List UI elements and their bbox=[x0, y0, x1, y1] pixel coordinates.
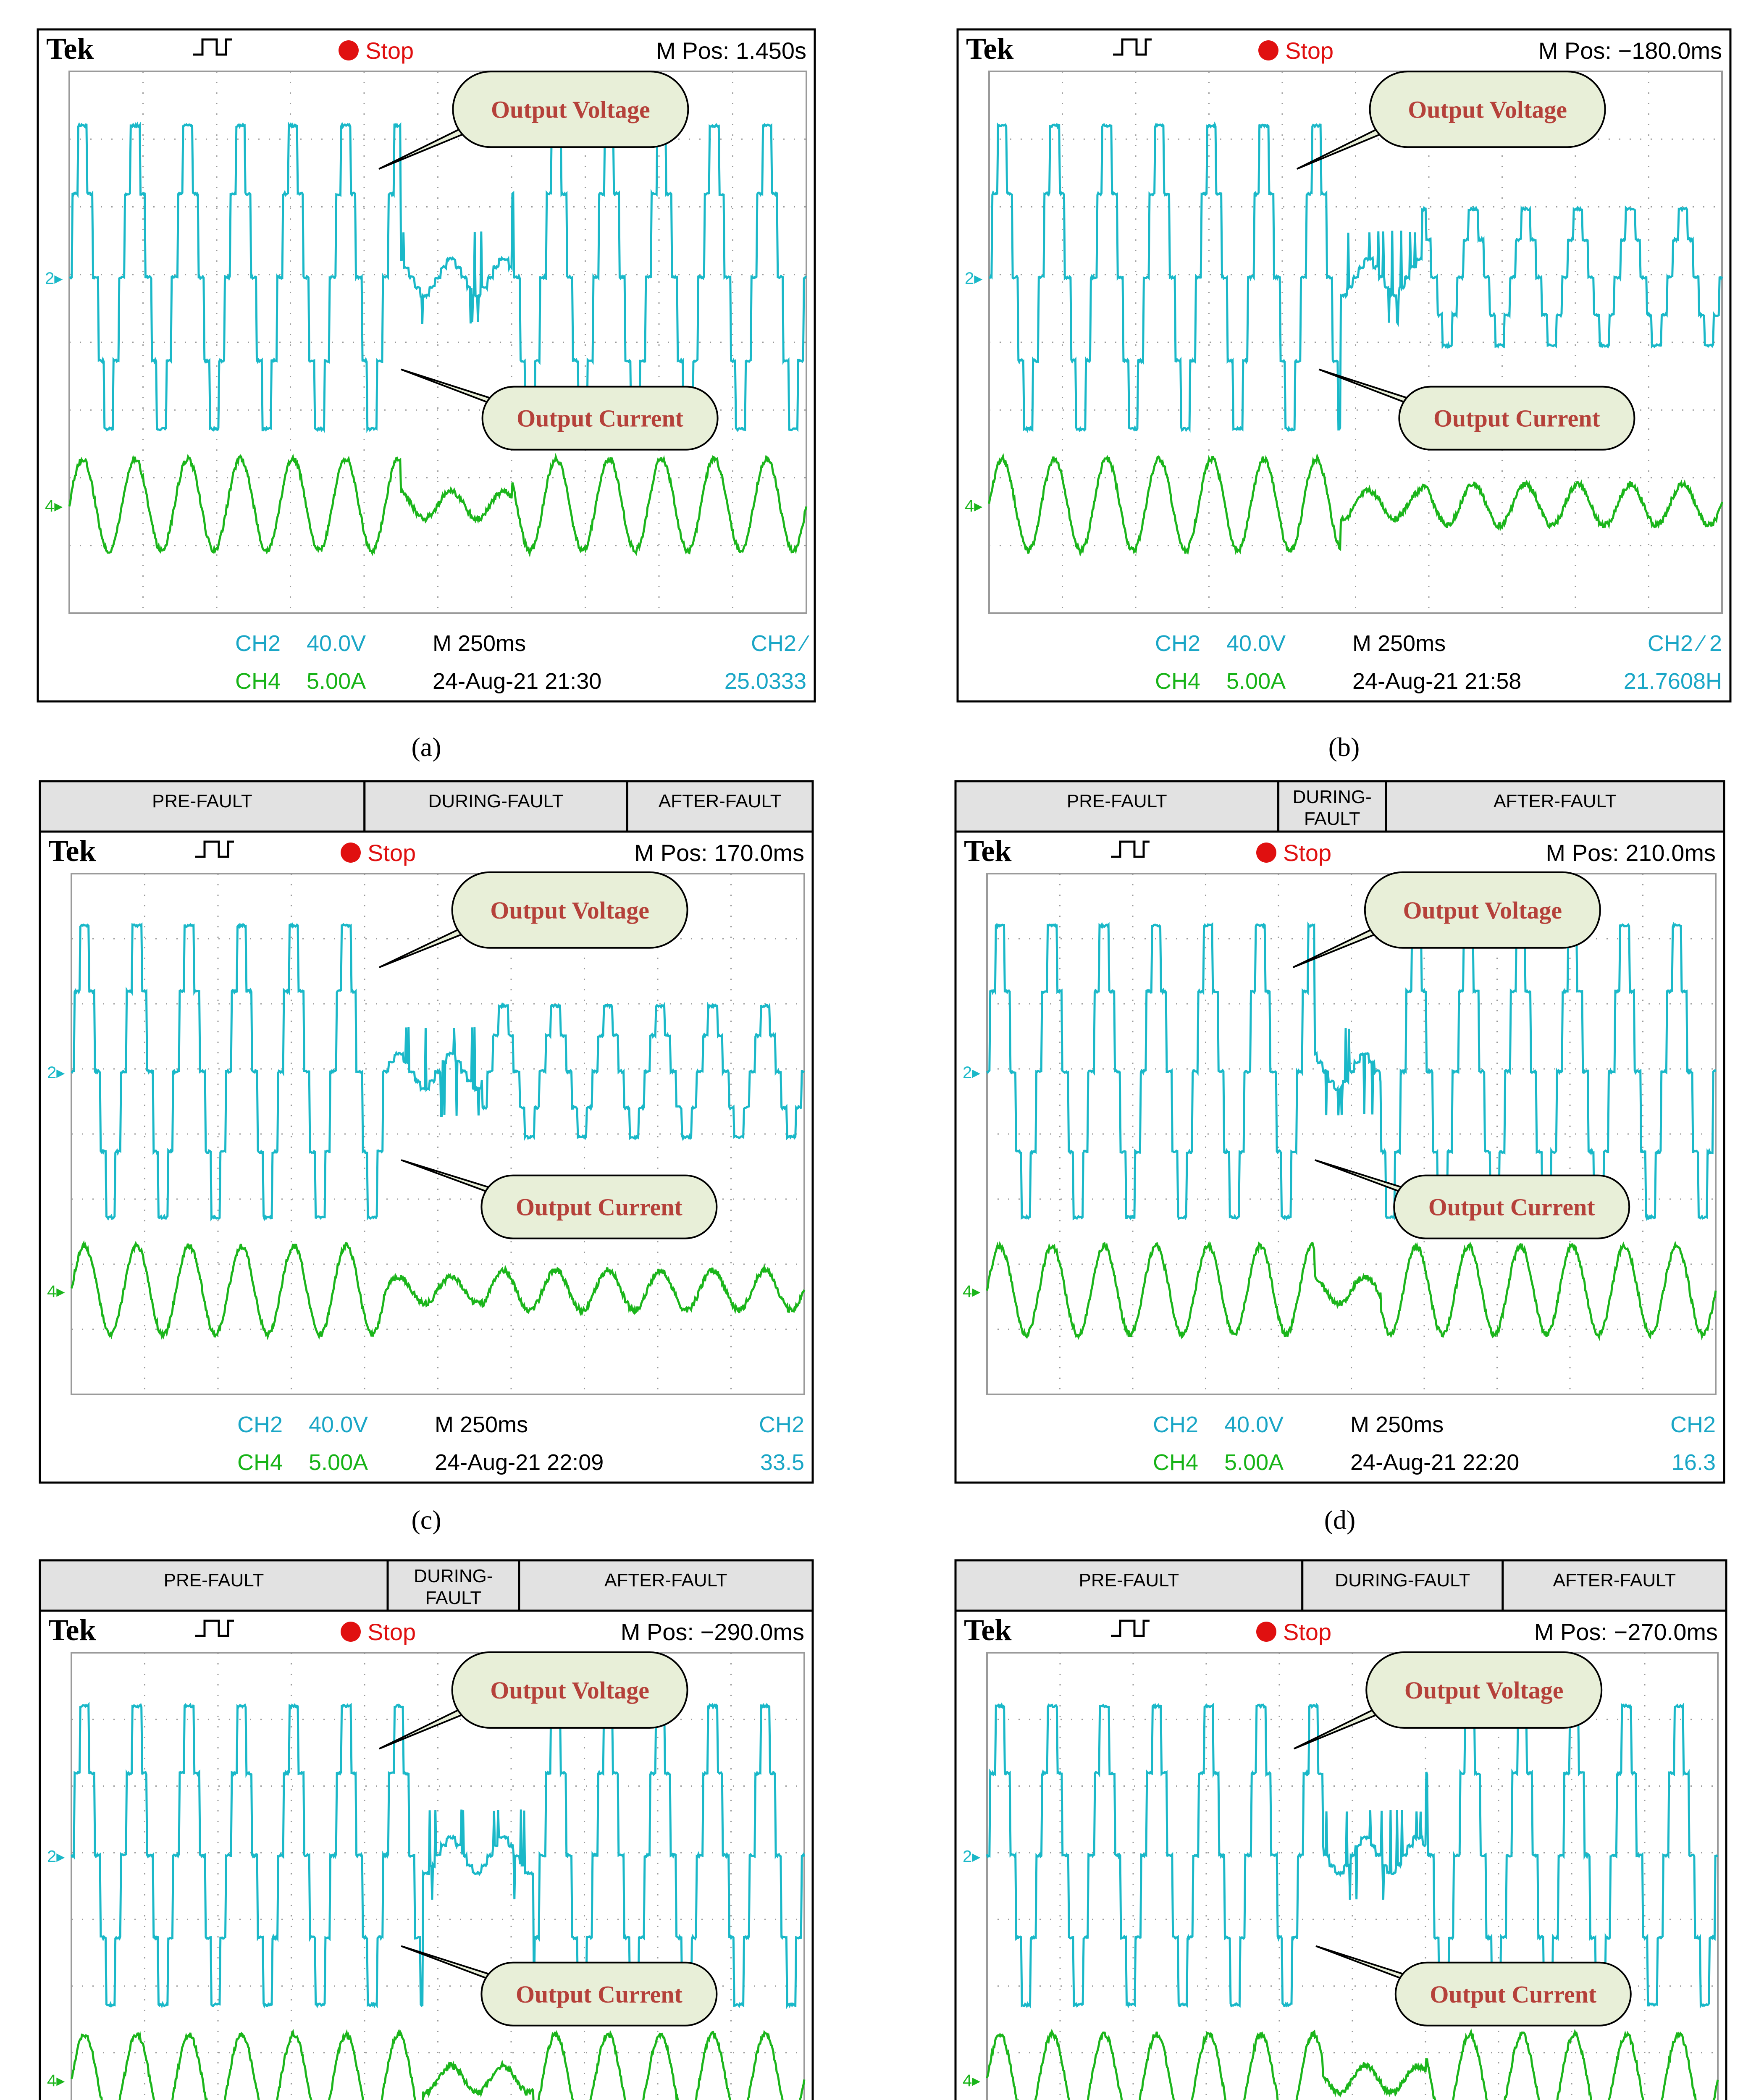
panel-caption: (c) bbox=[411, 1505, 441, 1535]
phase-label-line: FAULT bbox=[425, 1588, 482, 1608]
tek-logo: Tek bbox=[964, 834, 1012, 868]
ch4-label: CH4 bbox=[237, 1450, 283, 1475]
voltage-callout-label: Output Voltage bbox=[1408, 96, 1567, 123]
phase-label-line: DURING- bbox=[414, 1566, 493, 1586]
voltage-callout-label: Output Voltage bbox=[491, 96, 650, 123]
date-readout: 24‐Aug‐21 21:58 bbox=[1352, 669, 1522, 694]
tek-logo: Tek bbox=[964, 1613, 1012, 1647]
stop-indicator-icon bbox=[341, 1622, 361, 1642]
frequency-readout: 21.7608H bbox=[1623, 669, 1722, 694]
m-pos-readout: M Pos: 1.450s bbox=[656, 37, 806, 64]
ch4-marker: 4▸ bbox=[47, 1282, 65, 1301]
phase-label: AFTER-FAULT bbox=[1494, 791, 1617, 811]
ch4-marker: 4▸ bbox=[963, 1282, 981, 1301]
current-callout-label: Output Current bbox=[1428, 1193, 1595, 1221]
stop-label: Stop bbox=[365, 37, 414, 64]
stop-indicator-icon bbox=[1256, 843, 1276, 863]
trigger-readout: CH2 bbox=[759, 1412, 804, 1437]
timebase-readout: M 250ms bbox=[433, 631, 526, 656]
ch2-scale: 40.0V bbox=[1226, 631, 1286, 656]
scope-frame bbox=[40, 832, 813, 1483]
phase-label: PRE-FAULT bbox=[1066, 791, 1167, 811]
ch2-label: CH2 bbox=[1153, 1412, 1199, 1437]
ch2-label: CH2 bbox=[237, 1412, 283, 1437]
current-callout-label: Output Current bbox=[1433, 404, 1600, 432]
trigger-readout: CH2 bbox=[1670, 1412, 1716, 1437]
phase-label: AFTER-FAULT bbox=[604, 1570, 727, 1591]
phase-label: PRE-FAULT bbox=[1079, 1570, 1179, 1591]
trigger-readout: CH2 ∕ bbox=[751, 631, 806, 656]
current-callout-label: Output Current bbox=[515, 1980, 682, 2008]
ch4-label: CH4 bbox=[235, 669, 281, 694]
ch2-marker: 2▸ bbox=[47, 1847, 65, 1866]
phase-label: PRE-FAULT bbox=[163, 1570, 264, 1591]
m-pos-readout: M Pos: 210.0ms bbox=[1546, 840, 1716, 866]
panel-b bbox=[958, 29, 1730, 701]
current-callout-label: Output Current bbox=[517, 404, 684, 432]
phase-label: AFTER-FAULT bbox=[1553, 1570, 1676, 1591]
frequency-readout: 33.5 bbox=[760, 1450, 804, 1475]
stop-indicator-icon bbox=[1258, 40, 1278, 60]
stop-indicator-icon bbox=[341, 843, 361, 863]
scope-frame bbox=[958, 29, 1730, 701]
stop-indicator-icon bbox=[339, 40, 359, 60]
voltage-callout-label: Output Voltage bbox=[490, 1676, 649, 1704]
tek-logo: Tek bbox=[48, 834, 96, 868]
ch2-marker: 2▸ bbox=[963, 1063, 981, 1082]
stop-label: Stop bbox=[1285, 37, 1334, 64]
date-readout: 24‐Aug‐21 22:20 bbox=[1350, 1450, 1520, 1475]
panel-d bbox=[956, 781, 1724, 1483]
stop-label: Stop bbox=[368, 1619, 416, 1645]
ch2-label: CH2 bbox=[235, 631, 281, 656]
phase-label-line: FAULT bbox=[1304, 808, 1360, 829]
phase-label: PRE-FAULT bbox=[152, 791, 252, 811]
stop-label: Stop bbox=[1283, 840, 1332, 866]
trigger-readout: CH2 ∕ 2 bbox=[1647, 631, 1722, 656]
frequency-readout: 25.0333 bbox=[724, 669, 806, 694]
m-pos-readout: M Pos: −290.0ms bbox=[620, 1619, 804, 1645]
ch2-marker: 2▸ bbox=[963, 1847, 981, 1866]
tek-logo: Tek bbox=[46, 32, 94, 66]
scope-frame bbox=[956, 832, 1724, 1483]
frequency-readout: 16.3 bbox=[1671, 1450, 1716, 1475]
ch4-scale: 5.00A bbox=[1226, 669, 1286, 694]
date-readout: 24‐Aug‐21 21:30 bbox=[433, 669, 602, 694]
current-callout-label: Output Current bbox=[515, 1193, 682, 1221]
ch2-marker: 2▸ bbox=[47, 1063, 65, 1082]
current-callout-label: Output Current bbox=[1430, 1980, 1597, 2008]
ch4-scale: 5.00A bbox=[307, 669, 366, 694]
phase-label: AFTER-FAULT bbox=[658, 791, 782, 811]
ch2-marker: 2▸ bbox=[965, 269, 983, 288]
panel-caption: (d) bbox=[1324, 1505, 1356, 1535]
timebase-readout: M 250ms bbox=[1350, 1412, 1444, 1437]
stop-indicator-icon bbox=[1256, 1622, 1276, 1642]
scope-frame bbox=[38, 29, 815, 701]
ch4-label: CH4 bbox=[1155, 669, 1201, 694]
ch4-marker: 4▸ bbox=[45, 497, 63, 515]
ch4-marker: 4▸ bbox=[47, 2071, 65, 2090]
phase-label: DURING-FAULT bbox=[428, 791, 564, 811]
ch2-label: CH2 bbox=[1155, 631, 1201, 656]
timebase-readout: M 250ms bbox=[1352, 631, 1446, 656]
timebase-readout: M 250ms bbox=[435, 1412, 528, 1437]
panel-a bbox=[38, 29, 815, 701]
ch4-marker: 4▸ bbox=[965, 497, 983, 515]
voltage-callout-label: Output Voltage bbox=[1403, 896, 1562, 924]
panel-caption: (b) bbox=[1328, 732, 1360, 762]
stop-label: Stop bbox=[1283, 1619, 1332, 1645]
panel-e bbox=[40, 1560, 813, 2100]
voltage-callout-label: Output Voltage bbox=[1404, 1676, 1564, 1704]
m-pos-readout: M Pos: 170.0ms bbox=[634, 840, 804, 866]
ch2-scale: 40.0V bbox=[307, 631, 366, 656]
tek-logo: Tek bbox=[48, 1613, 96, 1647]
panel-caption: (a) bbox=[411, 732, 441, 762]
voltage-callout-label: Output Voltage bbox=[490, 896, 649, 924]
date-readout: 24‐Aug‐21 22:09 bbox=[435, 1450, 604, 1475]
panel-c bbox=[40, 781, 813, 1483]
m-pos-readout: M Pos: −180.0ms bbox=[1538, 37, 1722, 64]
ch2-marker: 2▸ bbox=[45, 269, 63, 288]
panel-f bbox=[956, 1560, 1726, 2100]
ch4-marker: 4▸ bbox=[963, 2071, 981, 2090]
ch4-scale: 5.00A bbox=[309, 1450, 368, 1475]
ch2-scale: 40.0V bbox=[309, 1412, 368, 1437]
ch4-scale: 5.00A bbox=[1224, 1450, 1284, 1475]
stop-label: Stop bbox=[368, 840, 416, 866]
phase-label: DURING-FAULT bbox=[1335, 1570, 1470, 1591]
ch4-label: CH4 bbox=[1153, 1450, 1199, 1475]
phase-label-line: DURING- bbox=[1292, 787, 1372, 807]
ch2-scale: 40.0V bbox=[1224, 1412, 1284, 1437]
m-pos-readout: M Pos: −270.0ms bbox=[1534, 1619, 1718, 1645]
tek-logo: Tek bbox=[966, 32, 1014, 66]
